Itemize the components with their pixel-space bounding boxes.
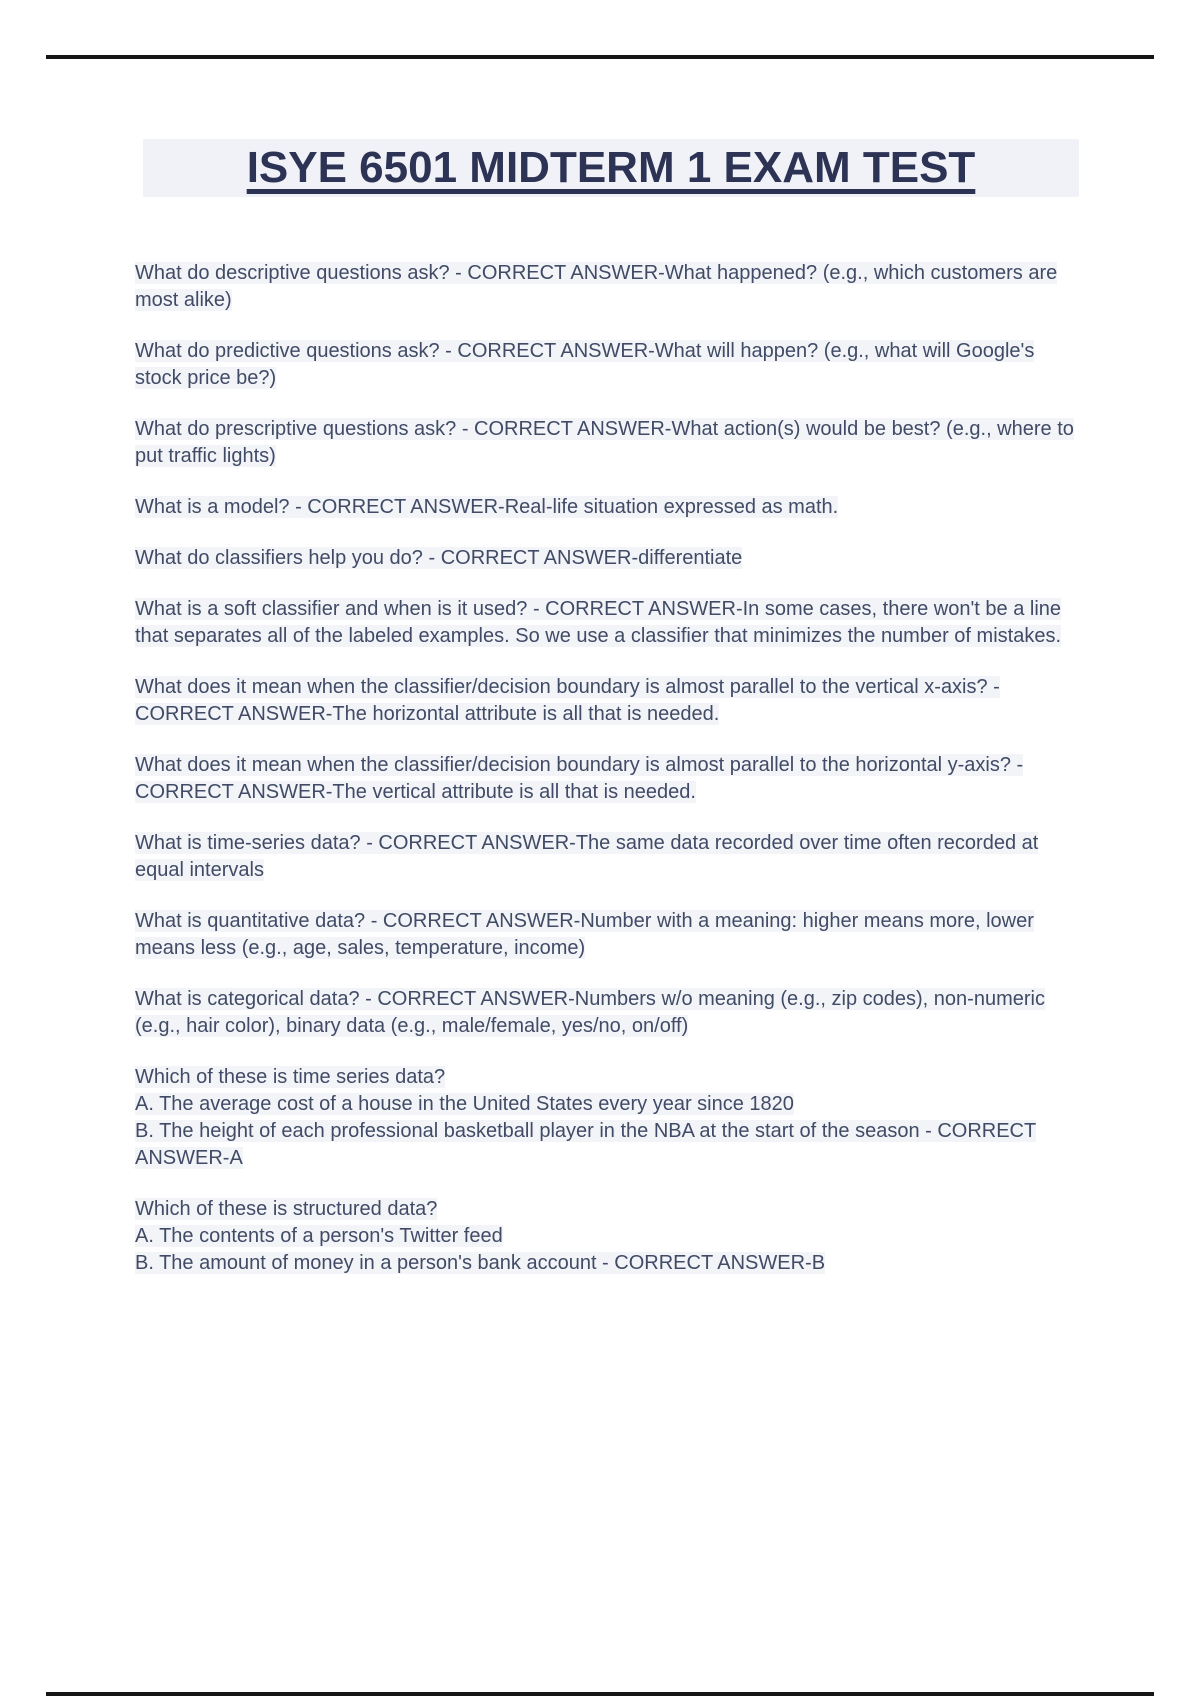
- qa-question-line: Which of these is structured data?: [135, 1198, 438, 1220]
- qa-text: What does it mean when the classifier/decision boundary is almost parallel to the horizontal y-axis? - CORRECT ANSWER-The vertical attribute is all that is needed.: [135, 754, 1024, 803]
- page-title: ISYE 6501 MIDTERM 1 EXAM TEST: [246, 143, 976, 192]
- qa-text: What do predictive questions ask? - CORRECT ANSWER-What will happen? (e.g., what will Google's stock price be?): [135, 340, 1035, 389]
- qa-question-line: Which of these is time series data?: [135, 1066, 446, 1088]
- qa-paragraph: [135, 908, 1075, 962]
- qa-paragraph: [135, 338, 1075, 392]
- qa-paragraph: [135, 1064, 1075, 1172]
- qa-paragraph: [135, 260, 1075, 314]
- qa-option-b-line: B. The amount of money in a person's bank account - CORRECT ANSWER-B: [135, 1252, 826, 1274]
- qa-paragraph: [135, 752, 1075, 806]
- qa-paragraph: [135, 494, 1075, 521]
- title-bar: [143, 139, 1079, 197]
- qa-option-b-line: B. The height of each professional basketball player in the NBA at the start of the season - CORRECT ANSWER-A: [135, 1120, 1037, 1169]
- qa-option-a-line: A. The average cost of a house in the United States every year since 1820: [135, 1093, 794, 1115]
- qa-text: What do descriptive questions ask? - CORRECT ANSWER-What happened? (e.g., which customers are most alike): [135, 262, 1058, 311]
- qa-text: What is time-series data? - CORRECT ANSWER-The same data recorded over time often recorded at equal intervals: [135, 832, 1039, 881]
- qa-paragraph: [135, 830, 1075, 884]
- qa-text: What is categorical data? - CORRECT ANSWER-Numbers w/o meaning (e.g., zip codes), non-numeric (e.g., hair color), binary data (e.g., male/female, yes/no, on/off): [135, 988, 1045, 1037]
- qa-text: What do prescriptive questions ask? - CORRECT ANSWER-What action(s) would be best? (e.g., where to put traffic lights): [135, 418, 1074, 467]
- qa-paragraph: [135, 986, 1075, 1040]
- bottom-horizontal-rule: [46, 1692, 1154, 1696]
- qa-text: What does it mean when the classifier/decision boundary is almost parallel to the vertical x-axis? - CORRECT ANSWER-The horizontal attribute is all that is needed.: [135, 676, 1000, 725]
- qa-text: What is a soft classifier and when is it used? - CORRECT ANSWER-In some cases, there won't be a line that separates all of the labeled examples. So we use a classifier that minimizes the number of mistakes.: [135, 598, 1062, 647]
- qa-option-a-line: A. The contents of a person's Twitter feed: [135, 1225, 503, 1247]
- qa-paragraph: [135, 674, 1075, 728]
- qa-text: What do classifiers help you do? - CORRECT ANSWER-differentiate: [135, 547, 743, 569]
- qa-paragraph: [135, 416, 1075, 470]
- qa-text: What is quantitative data? - CORRECT ANSWER-Number with a meaning: higher means more, lower means less (e.g., age, sales, temperature, income): [135, 910, 1034, 959]
- document-content: [135, 260, 1075, 1301]
- top-horizontal-rule: [46, 55, 1154, 59]
- qa-text: What is a model? - CORRECT ANSWER-Real-life situation expressed as math.: [135, 496, 839, 518]
- qa-paragraph: [135, 545, 1075, 572]
- qa-paragraph: [135, 1196, 1075, 1277]
- qa-paragraph: [135, 596, 1075, 650]
